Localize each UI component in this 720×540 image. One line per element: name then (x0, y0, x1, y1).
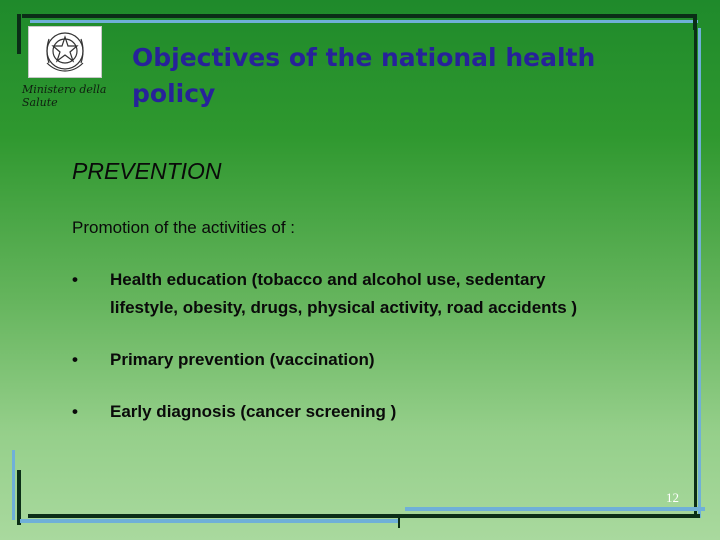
ministry-caption: Ministero della Salute (22, 83, 107, 109)
frame-left-bar (17, 14, 21, 54)
bullet-icon: • (72, 402, 78, 421)
list-item-text: Primary prevention (vaccination) (110, 350, 375, 369)
list-item-text: Early diagnosis (cancer screening ) (110, 402, 397, 421)
frame-right-bar-top (693, 14, 697, 30)
frame-top-accent (30, 20, 698, 23)
frame-bottom-accent (20, 519, 400, 523)
italian-republic-emblem-icon (41, 29, 89, 75)
frame-top-bar (22, 14, 694, 18)
list-item (72, 266, 592, 322)
frame-right-accent (698, 28, 701, 518)
frame-left-bar-lower (17, 470, 21, 525)
bullet-icon: • (72, 270, 78, 289)
page-number: 12 (666, 490, 679, 505)
bullet-icon: • (72, 350, 78, 369)
list-item (72, 346, 592, 374)
section-heading: PREVENTION (72, 158, 222, 184)
frame-bottom-tick (398, 518, 400, 528)
frame-right-bar (694, 30, 697, 518)
intro-text: Promotion of the activities of : (72, 218, 295, 237)
ministry-logo (28, 26, 102, 78)
slide-title: Objectives of the national health policy (132, 43, 596, 108)
list-item (72, 398, 592, 426)
list-item-text: Health education (tobacco and alcohol use, sedentary lifestyle, obesity, drugs, physical activity, road accidents ) (110, 270, 578, 317)
frame-bottom-bar (28, 514, 700, 518)
frame-bottom-accent-right (405, 507, 705, 511)
bullet-list (72, 266, 592, 426)
frame-left-accent (12, 450, 15, 520)
